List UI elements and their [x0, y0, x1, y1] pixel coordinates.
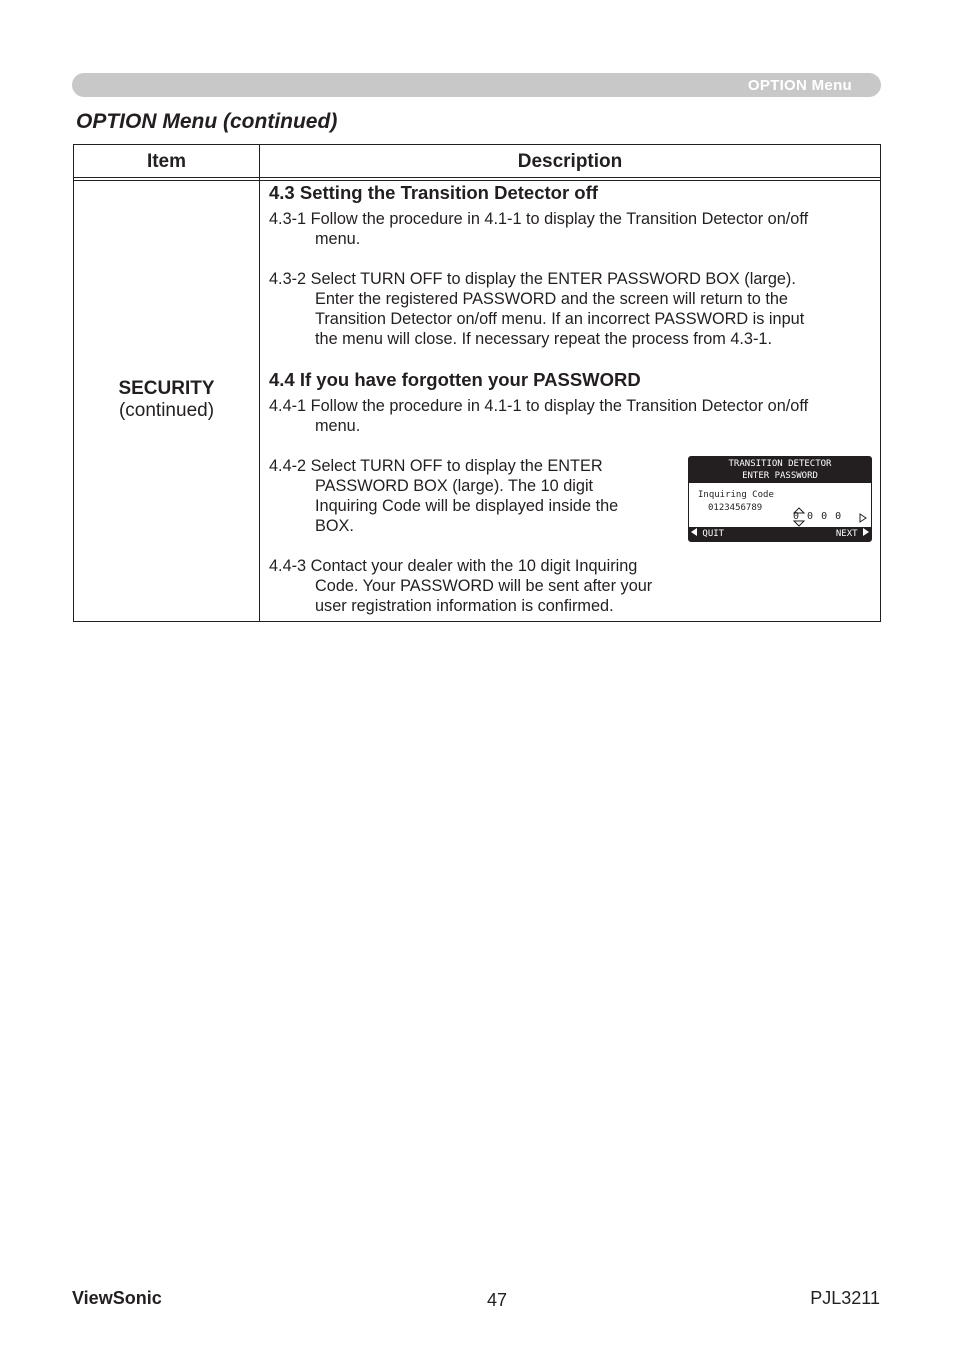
section-title: OPTION Menu (continued) [76, 110, 338, 133]
step-4-3-2-line4: the menu will close. If necessary repeat the process from 4.3-1. [315, 330, 772, 348]
osd-code-label: Inquiring Code [698, 490, 774, 500]
osd-footer [689, 527, 871, 541]
osd-next [836, 527, 869, 541]
step-4-4-2-line3: Inquiring Code will be displayed inside the [315, 497, 619, 515]
heading-4-4-text: 4.4 If you have forgotten your PASSWORD [269, 369, 641, 390]
osd-inquiring-code [698, 489, 774, 515]
step-4-3-1-line1: 4.3-1 Follow the procedure in 4.1-1 to display the Transition Detector on/off [269, 210, 809, 228]
step-4-3-2-line1: 4.3-2 Select TURN OFF to display the ENTER PASSWORD BOX (large). [269, 270, 796, 288]
step-4-4-3-line1: 4.4-3 Contact your dealer with the 10 digit Inquiring [269, 557, 638, 575]
osd-quit-label: QUIT [702, 529, 725, 539]
footer-page-number: 47 [487, 1290, 508, 1310]
column-divider [259, 145, 260, 621]
step-4-3-2-line3: Transition Detector on/off menu. If an incorrect PASSWORD is input [315, 310, 805, 328]
step-4-4-2-line2: PASSWORD BOX (large). The 10 digit [315, 477, 594, 495]
step-4-4-3-line3: user registration information is confirmed. [315, 597, 614, 615]
step-4-4-3 [269, 556, 652, 616]
osd-title-line2: ENTER PASSWORD [742, 471, 818, 481]
password-box-illustration [688, 456, 872, 542]
step-4-4-1-line1: 4.4-1 Follow the procedure in 4.1-1 to display the Transition Detector on/off [269, 397, 809, 415]
osd-password-digits: 0 0 0 0 [793, 511, 843, 522]
column-header-item: Item [146, 151, 187, 172]
step-4-3-2 [269, 269, 804, 349]
step-4-3-2-line2: Enter the registered PASSWORD and the screen will return to the [315, 290, 788, 308]
item-subtitle: (continued) [118, 400, 215, 421]
footer-brand: ViewSonic [72, 1288, 162, 1308]
osd-quit [691, 527, 724, 541]
item-cell [74, 378, 259, 422]
header-bar [72, 73, 881, 97]
right-triangle-icon [863, 528, 869, 536]
header-label: OPTION Menu [747, 77, 852, 94]
step-4-3-1 [269, 209, 808, 249]
step-4-4-2-line4: BOX. [315, 517, 354, 535]
right-arrow-icon [859, 513, 867, 523]
item-name: SECURITY [118, 378, 215, 399]
heading-4-3-text: 4.3 Setting the Transition Detector off [269, 182, 598, 203]
footer-model: PJL3211 [810, 1288, 880, 1308]
left-triangle-icon [691, 528, 697, 536]
header-divider-double [74, 180, 880, 181]
step-4-4-2-line1: 4.4-2 Select TURN OFF to display the ENTER [269, 457, 603, 475]
heading-4-3 [269, 183, 869, 204]
header-divider [74, 177, 880, 178]
step-4-4-2 [269, 456, 618, 536]
step-4-4-3-line2: Code. Your PASSWORD will be sent after your [315, 577, 653, 595]
column-header-description: Description [517, 151, 623, 172]
osd-code-value: 0123456789 [708, 503, 763, 513]
step-4-3-1-line2: menu. [315, 230, 361, 248]
heading-4-4 [269, 370, 869, 391]
osd-title-line1: TRANSITION DETECTOR [728, 459, 832, 469]
osd-next-label: NEXT [835, 529, 858, 539]
osd-title [689, 457, 871, 483]
step-4-4-1 [269, 396, 808, 436]
step-4-4-1-line2: menu. [315, 417, 361, 435]
